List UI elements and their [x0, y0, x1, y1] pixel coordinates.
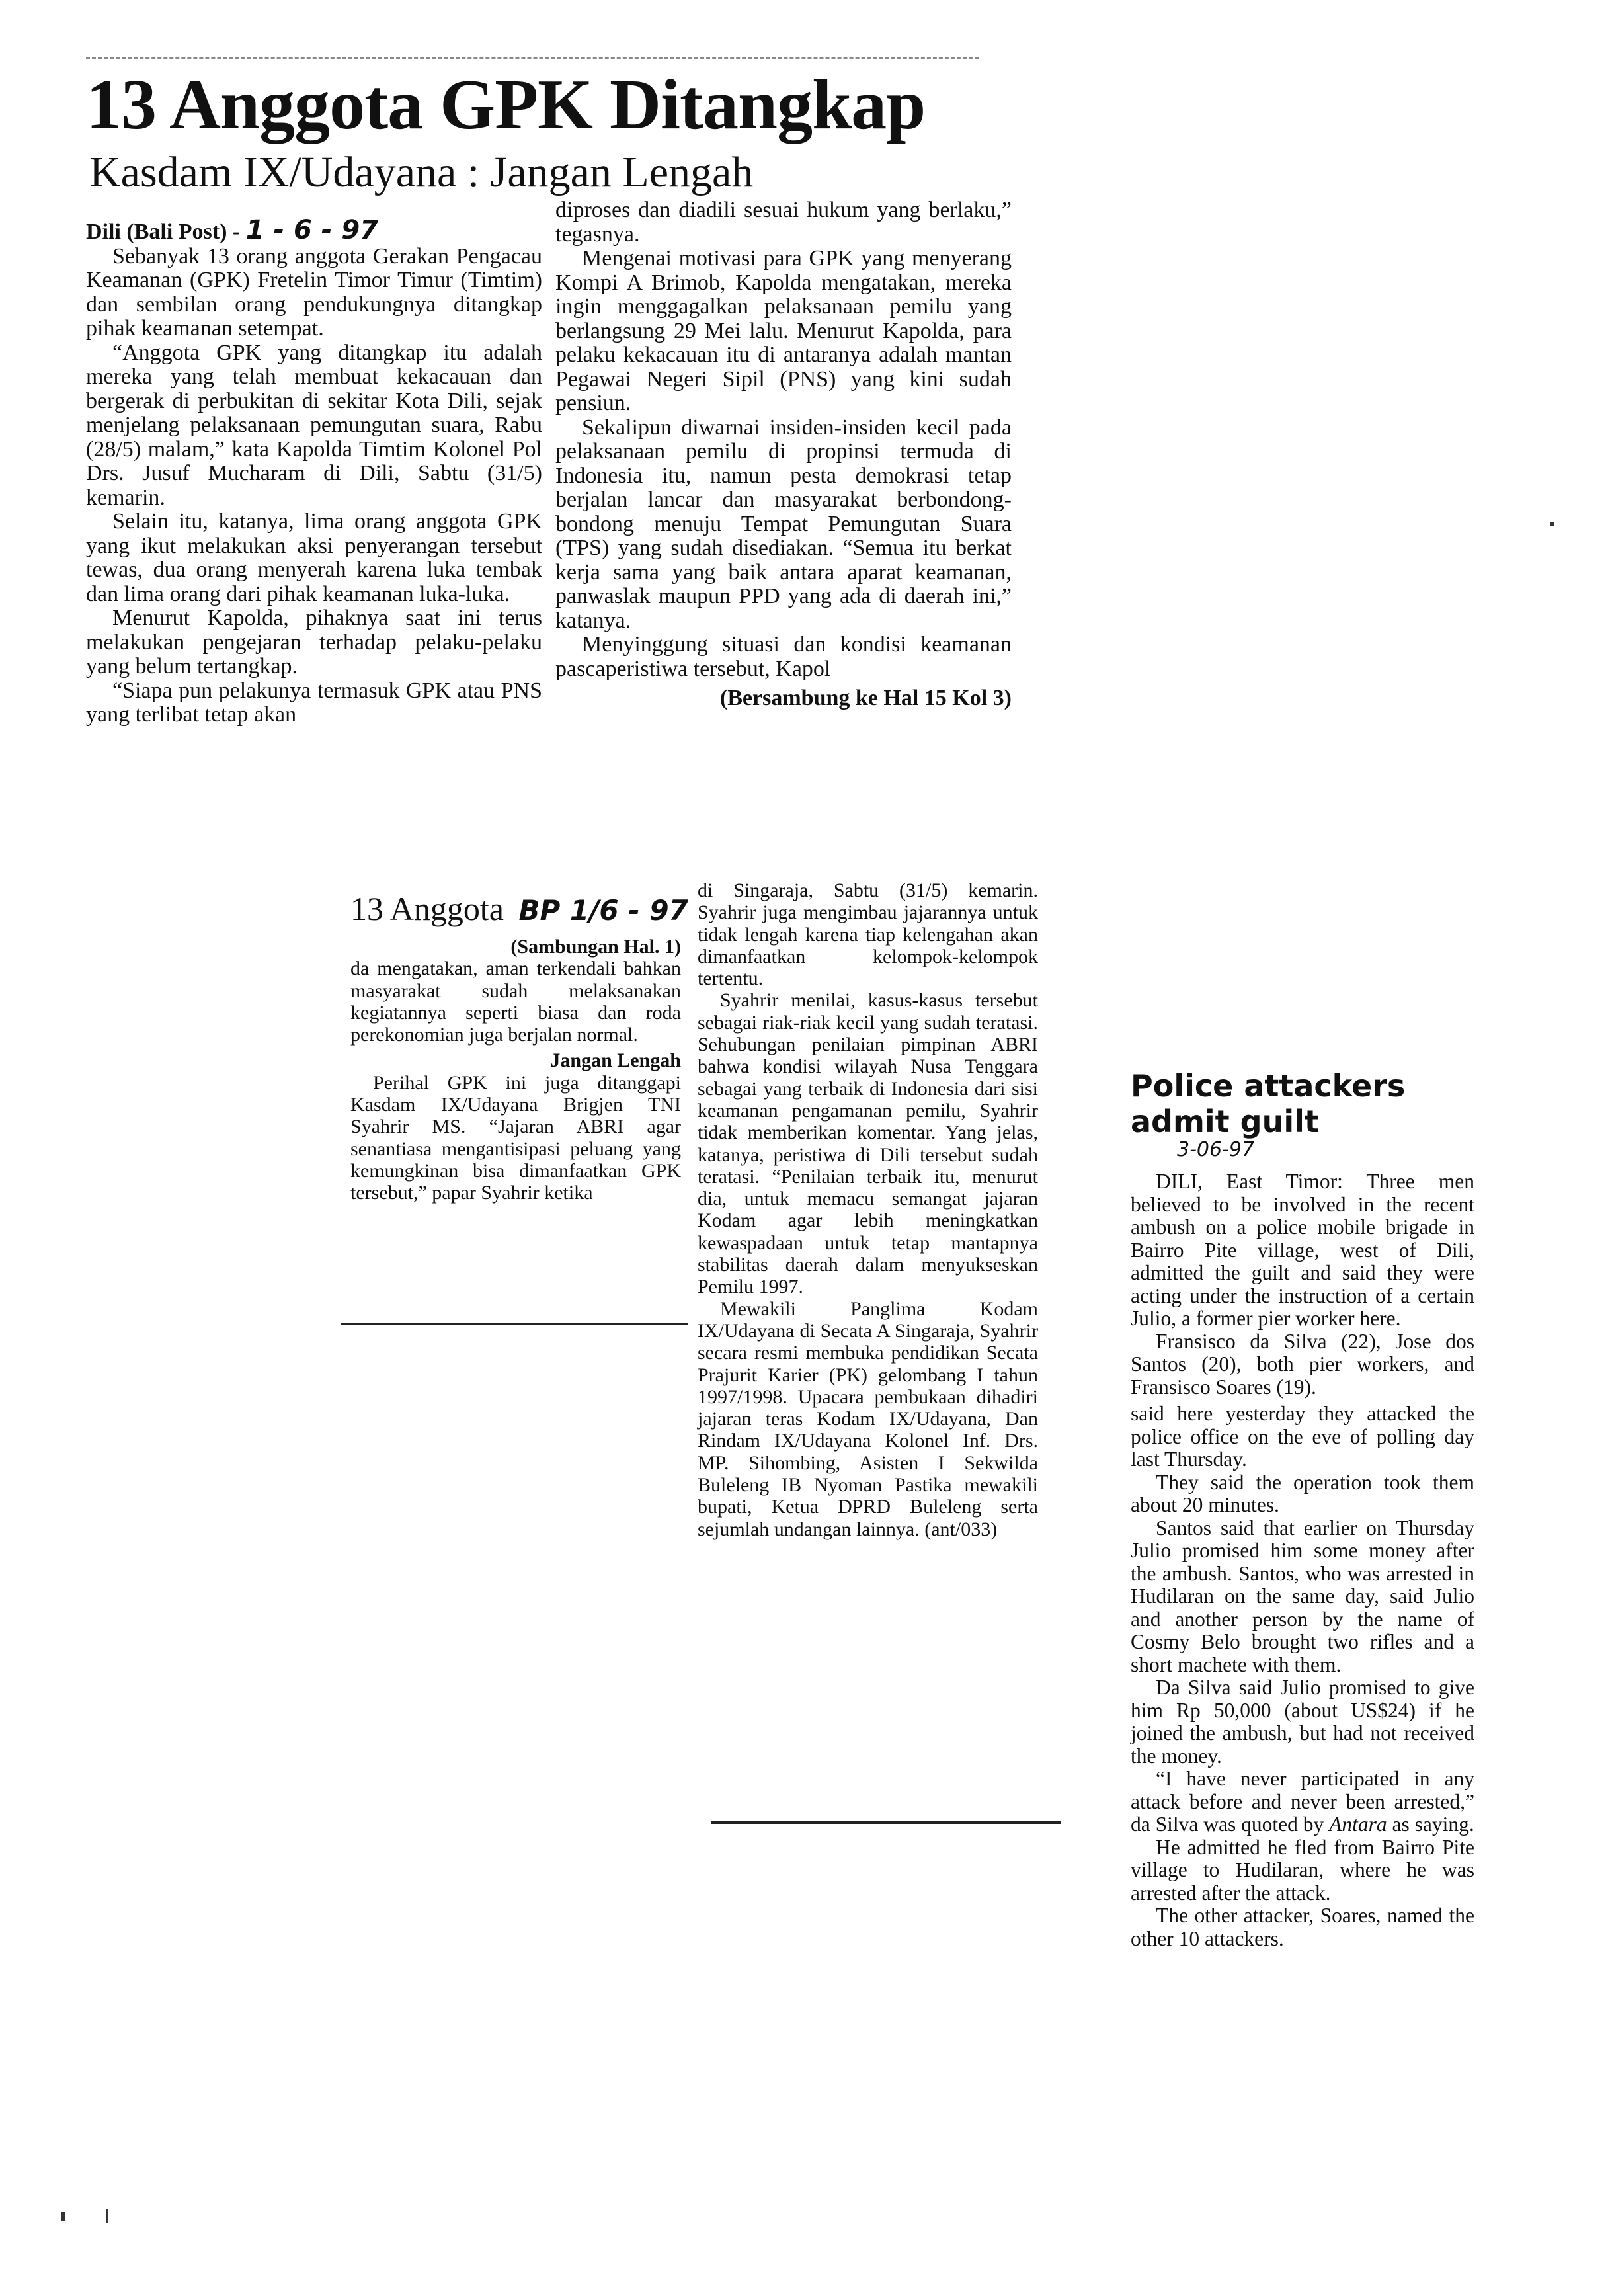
- paragraph: said here yesterday they attacked the police office on the eve of polling day last Thursday.: [1131, 1402, 1474, 1471]
- continuation-column-2: [698, 880, 1038, 1540]
- sambungan-label: (Sambungan Hal. 1): [510, 936, 681, 958]
- paragraph: Sebanyak 13 orang anggota Gerakan Pengacau Keamanan (GPK) Fretelin Timor Timur (Timtim) dan sembilan orang pendukungnya ditangkap pihak keamanan setempat.: [86, 243, 542, 341]
- subheading-jangan-lengah: Jangan Lengah: [550, 1049, 681, 1072]
- paragraph-quote: [1131, 1768, 1474, 1836]
- paragraph: Menurut Kapolda, pihaknya saat ini terus melakukan pengejaran terhadap pelaku-pelaku yang belum tertangkap.: [86, 606, 542, 678]
- paragraph: Santos said that earlier on Thursday Julio promised him some money after the ambush. Santos, who was arrested in Hudilaran on the same day, said Julio and another person by the name of Cosmy Belo brought two rifles and a short machete with them.: [1131, 1516, 1474, 1676]
- paragraph: Sekalipun diwarnai insiden-insiden kecil pada pelaksanaan pemilu di propinsi termuda di Indonesia itu, namun pesta demokrasi tetap berjalan lancar dan masyarakat berbondong-bondong menuju Tempat Pemungutan Suara (TPS) yang sudah disediakan. “Semua itu berkat kerja sama yang baik antara aparat keamanan, panwaslak maupun PPD yang ada di daerah ini,” katanya.: [555, 415, 1012, 633]
- english-headline-line-2-row: [1131, 1104, 1501, 1139]
- paragraph: di Singaraja, Sabtu (31/5) kemarin. Syahrir juga mengimbau jajarannya untuk tidak lengah karena tiap kelengahan akan dimanfaatkan kelompok-kelompok tertentu.: [698, 880, 1038, 990]
- paragraph: The other attacker, Soares, named the other 10 attackers.: [1131, 1904, 1474, 1950]
- paragraph: Da Silva said Julio promised to give him Rp 50,000 (about US$24) if he joined the ambush, but had not received the money.: [1131, 1676, 1474, 1768]
- paragraph: They said the operation took them about 20 minutes.: [1131, 1470, 1474, 1516]
- continuation-column-1: [350, 936, 681, 1204]
- english-headline: [1131, 1068, 1501, 1161]
- paragraph: “Siapa pun pelakunya termasuk GPK atau PNS yang terlibat tetap akan: [86, 678, 542, 727]
- dateline-line: [86, 215, 542, 245]
- paragraph: “Anggota GPK yang ditangkap itu adalah mereka yang telah membuat kekacauan dan bergerak di perbukitan di sekitar Kota Dili, sejak menjelang pelaksanaan pemungutan suara, Rabu (28/5) malam,” kata Kapolda Timtim Kolonel Pol Drs. Jusuf Mucharam di Dili, Sabtu (31/5) kemarin.: [86, 340, 542, 510]
- paragraph: DILI, East Timor: Three men believed to be involved in the recent ambush on a police mobile brigade in Bairro Pite village, west of Dili, admitted the guilt and said they were acting under the instruction of a certain Julio, a former pier worker here.: [1131, 1170, 1474, 1330]
- paragraph: Menyinggung situasi dan kondisi keamanan pascaperistiwa tersebut, Kapol: [555, 632, 1012, 681]
- english-article-body: [1131, 1170, 1474, 1950]
- continuation-title: 13 Anggota: [350, 890, 504, 927]
- english-headline-line-1: Police attackers: [1131, 1068, 1406, 1104]
- continuation-title-line: [350, 889, 688, 928]
- main-headline: 13 Anggota GPK Ditangkap: [86, 65, 926, 144]
- main-article-column-1: [86, 215, 542, 727]
- paragraph: He admitted he fled from Bairro Pite village to Hudilaran, where he was arrested after the attack.: [1131, 1835, 1474, 1905]
- paragraph: Syahrir menilai, kasus-kasus tersebut sebagai riak-riak kecil yang sudah teratasi. Sehubungan penilaian pimpinan ABRI bahwa kondisi wilayah Nusa Tenggara sebagai yang terbaik di Indonesia dari sisi keamanan pengamanan pemilu, Syahrir tidak memberikan komentar. Yang jelas, katanya, peristiwa di Dili tersebut sudah teratasi. “Penilaian terbaik itu, menurut dia, untuk memacu semangat jajaran Kodam agar lebih meningkatkan kewaspadaan untuk tetap mantapnya stabilitas daerah dalam menyukseskan Pemilu 1997.: [698, 989, 1038, 1298]
- top-scan-rule: [86, 57, 979, 59]
- scan-mark: [106, 2209, 108, 2223]
- divider-continuation-col2: [711, 1821, 1061, 1824]
- continuation-handwritten-note: BP 1/6 - 97: [518, 894, 688, 926]
- paragraph: Mewakili Panglima Kodam IX/Udayana di Secata A Singaraja, Syahrir secara resmi membuka pendidikan Secata Prajurit Karier (PK) gelombang I tahun 1997/1998. Upacara pembukaan dihadiri jajaran teras Kodam IX/Udayana, Dan Rindam IX/Udayana Kolonel Inf. Drs. MP. Sihombing, Asisten I Sekwilda Buleleng IB Nyoman Pastika mewakili bupati, Ketua DPRD Buleleng serta sejumlah undangan lainnya. (ant/033): [698, 1297, 1038, 1540]
- quote-text: “I have never participated in any attack before and never been arrested,” da Silva was quoted by: [1131, 1767, 1474, 1836]
- quote-tail: as saying.: [1392, 1813, 1474, 1836]
- main-subheadline: Kasdam IX/Udayana : Jangan Lengah: [89, 148, 754, 196]
- english-headline-line-2: admit guilt: [1131, 1104, 1319, 1139]
- paragraph: diproses dan diadili sesuai hukum yang berlaku,” tegasnya.: [555, 198, 1012, 247]
- paragraph: da mengatakan, aman terkendali bahkan masyarakat sudah melaksanakan kegiatannya seperti biasa dan roda perekonomian juga berjalan normal.: [350, 958, 681, 1046]
- paragraph: Perihal GPK ini juga ditanggapi Kasdam IX/Udayana Brigjen TNI Syahrir MS. “Jajaran ABRI agar senantiasa mengantisipasi peluang yang kemungkinan bisa dimanfaatkan GPK tersebut,” papar Syahrir ketika: [350, 1071, 681, 1204]
- main-article-column-2: [555, 198, 1012, 711]
- scan-mark: [61, 2212, 65, 2221]
- scan-mark: [1550, 522, 1554, 526]
- source-antara: Antara: [1329, 1813, 1387, 1836]
- dateline: Dili (Bali Post) -: [86, 220, 241, 244]
- paragraph: Fransisco da Silva (22), Jose dos Santos (20), both pier workers, and Fransisco Soares (19).: [1131, 1329, 1474, 1399]
- continued-note: (Bersambung ke Hal 15 Kol 3): [719, 686, 1012, 710]
- paragraph: Selain itu, katanya, lima orang anggota GPK yang ikut melakukan aksi penyerangan tersebut tewas, dua orang menyerah karena luka tembak dan lima orang dari pihak keamanan luka-luka.: [86, 509, 542, 606]
- divider-continuation-col1: [341, 1323, 688, 1325]
- handwritten-date: 1 - 6 - 97: [245, 215, 378, 245]
- paragraph: Mengenai motivasi para GPK yang menyerang Kompi A Brimob, Kapolda mengatakan, mereka ingin menggagalkan pelaksanaan pemilu yang berlangsung 29 Mei lalu. Menurut Kapolda, para pelaku kekacauan itu di antaranya adalah mantan Pegawai Negeri Sipil (PNS) yang kini sudah pensiun.: [555, 246, 1012, 415]
- english-handwritten-note: 3-06-97: [1177, 1138, 1255, 1161]
